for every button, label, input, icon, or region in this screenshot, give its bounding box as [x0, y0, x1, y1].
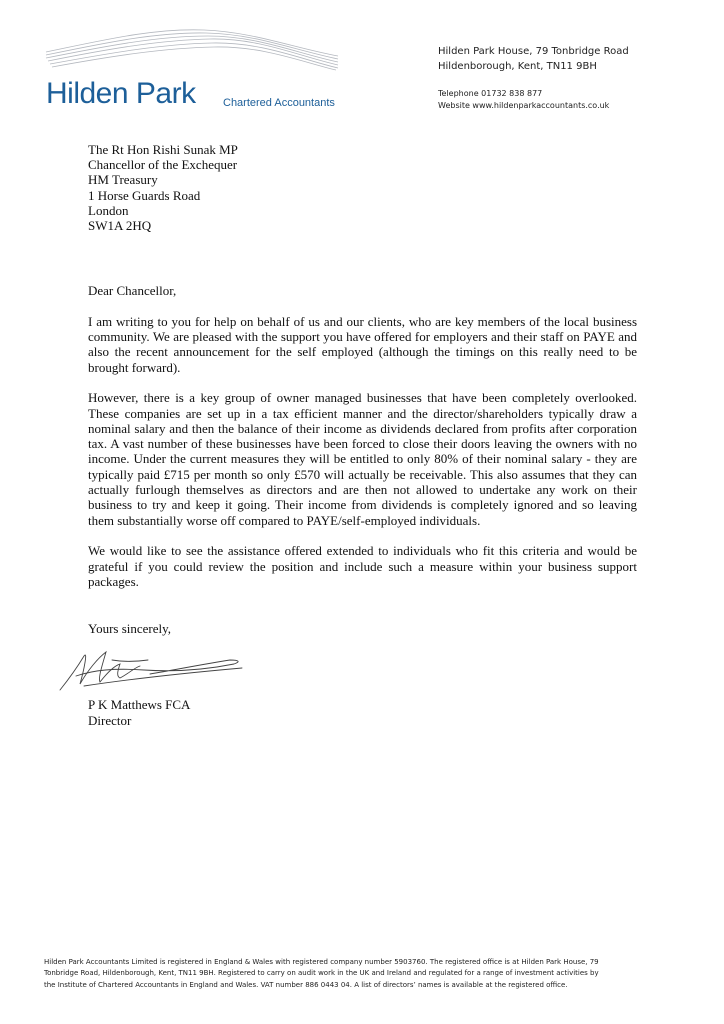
recipient-line: The Rt Hon Rishi Sunak MP — [88, 142, 238, 157]
recipient-line: London — [88, 202, 129, 218]
recipient-address — [88, 142, 238, 233]
body-paragraph: However, there is a key group of owner managed businesses that have been completely overlooked. These companies are set up in a tax efficient manner and the director/shareholders typically draw a nominal salary and then the balance of their income as dividends declared from profits after corporation tax. A vast number of these businesses have been forced to close their doors leaving the owners with no income. Under the current measures they will be entitled to only 80% of their nominal salary - they are typically paid £715 per month so only £570 will actually be receivable. This also assumes that they can actually furlough themselves as directors and are then not allowed to undertake any work on their business to try and keep it going. Their income from dividends is completely ignored and so leaving them substantially worse off compared to PAYE/self-employed individuals. — [88, 390, 637, 528]
footer-line: Hilden Park Accountants Limited is registered in England & Wales with registered company number 5903760. The registered office is at Hilden Park House, 79 — [44, 958, 599, 966]
page-footer — [44, 957, 674, 991]
website-text: Website www.hildenparkaccountants.co.uk — [438, 101, 610, 110]
recipient-line: 1 Horse Guards Road — [88, 187, 201, 203]
signatory-title: Director — [88, 713, 132, 728]
company-contact — [438, 88, 609, 112]
recipient-line: HM Treasury — [88, 172, 158, 188]
company-logo-subtitle: Chartered Accountants — [223, 97, 335, 109]
signatory-name: P K Matthews FCA — [88, 697, 191, 712]
company-address — [438, 44, 629, 74]
telephone-text: Telephone 01732 838 877 — [438, 89, 543, 98]
signature-image — [54, 640, 254, 696]
body-paragraph: We would like to see the assistance offered extended to individuals who fit this criteria and would be grateful if you could review the position and include such a measure within your business support packages. — [88, 543, 637, 589]
recipient-line: Chancellor of the Exchequer — [88, 157, 238, 173]
address-line: Hildenborough, Kent, TN11 9BH — [438, 61, 597, 72]
salutation: Dear Chancellor, — [88, 283, 177, 298]
footer-line: the Institute of Chartered Accountants in England and Wales. VAT number 886 0443 04. A list of directors’ names is available at the registered office. — [44, 980, 568, 989]
recipient-line: SW1A 2HQ — [88, 218, 152, 234]
letter-body — [88, 283, 637, 605]
closing: Yours sincerely, — [88, 621, 172, 636]
address-line: Hilden Park House, 79 Tonbridge Road — [438, 46, 629, 57]
body-paragraph: I am writing to you for help on behalf of us and our clients, who are key members of the local business community. We are pleased with the support you have offered for employers and their staff on PAYE and also the recent announcement for the self employed (although the timings on this really need to be brought forward). — [88, 313, 637, 375]
footer-line: Tonbridge Road, Hildenborough, Kent, TN11 9BH. Registered to carry on audit work in the UK and Ireland and regulated for a range of investment activities by — [44, 969, 599, 978]
logo-waves-graphic — [44, 22, 340, 74]
company-logo-name: Hilden Park — [46, 77, 196, 110]
signatory-block — [88, 697, 190, 729]
